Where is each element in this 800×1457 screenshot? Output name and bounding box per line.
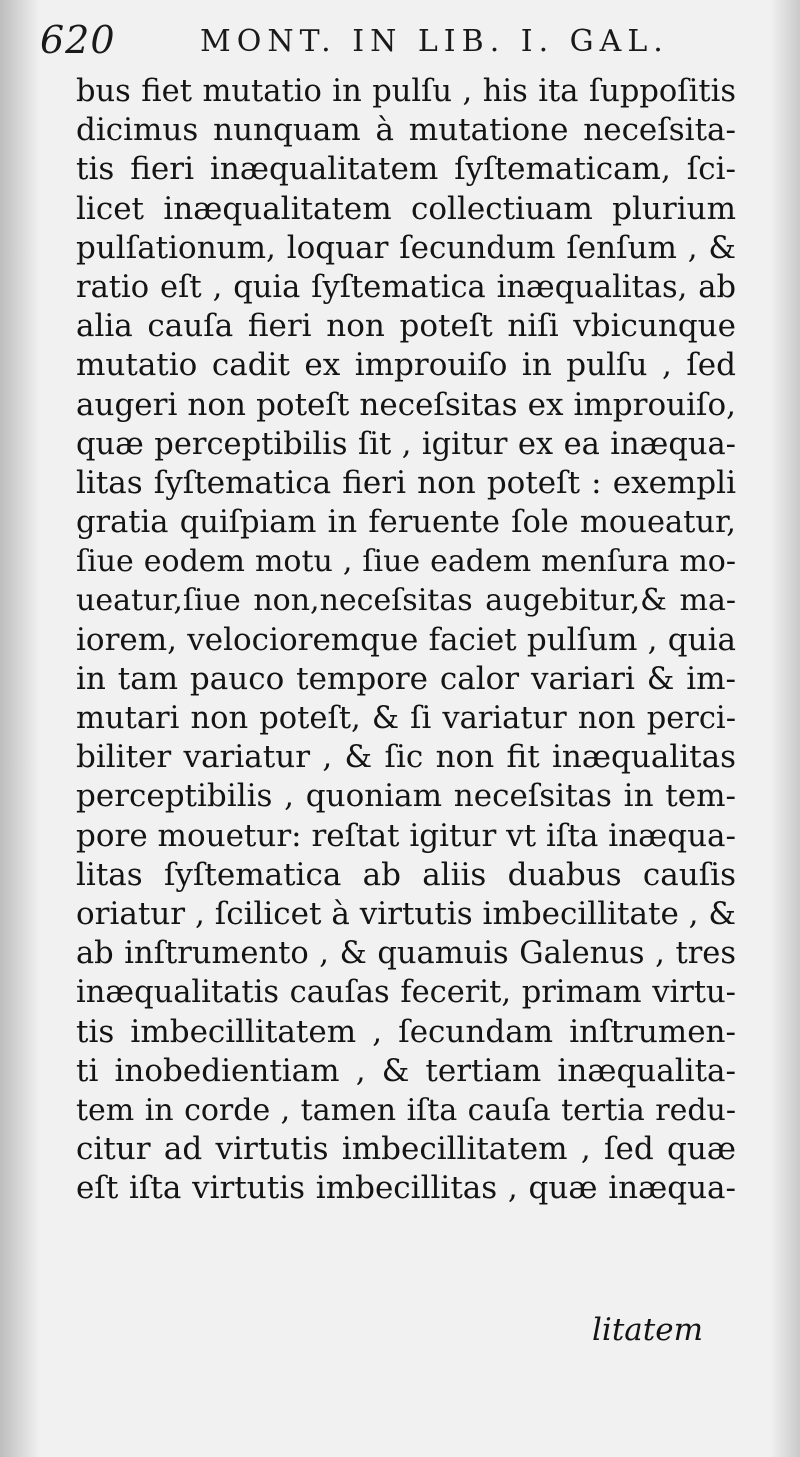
catchword: litatem	[592, 1312, 703, 1348]
text-line: augeri non poteſt neceſsitas ex improuiſo,	[76, 386, 736, 423]
text-line: mutatio cadit ex improuiſo in pulſu , ſed	[76, 347, 736, 384]
text-line: tem in corde , tamen iſta cauſa tertia redu-	[76, 1092, 736, 1128]
text-line: litas ſyſtematica ab aliis duabus cauſis	[76, 856, 736, 893]
text-line: oriatur , ſcilicet à virtutis imbecillitate , &	[76, 895, 736, 932]
text-line: in tam pauco tempore calor variari & im-	[76, 660, 736, 697]
text-line: alia cauſa fieri non poteſt niſi vbicunque	[76, 308, 736, 345]
text-line: ueatur,ſiue non,neceſsitas augebitur,& ma-	[76, 583, 736, 619]
text-line: licet inæqualitatem collectiuam plurium	[76, 190, 736, 227]
text-line: biliter variatur , & ſic non fit inæqualitas	[76, 739, 736, 776]
page-header	[40, 18, 740, 68]
text-line: bus fiet mutatio in pulſu , his ita ſuppoſitis	[76, 74, 736, 109]
text-line: ratio eſt , quia ſyſtematica inæqualitas, ab	[76, 269, 736, 305]
page-number: 620	[40, 18, 116, 62]
text-line: ti inobedientiam , & tertiam inæqualita-	[76, 1052, 736, 1089]
text-line: tis fieri inæqualitatem ſyſtematicam, ſci-	[76, 151, 736, 188]
running-head: MONT. IN LIB. I. GAL.	[200, 24, 669, 59]
text-line: tis imbecillitatem , ſecundam inſtrumen-	[76, 1013, 736, 1050]
text-line: eſt iſta virtutis imbecillitas , quæ inæqua-	[76, 1170, 736, 1207]
text-line: citur ad virtutis imbecillitatem , ſed quæ	[76, 1131, 736, 1168]
text-line: litas ſyſtematica fieri non poteſt : exempli	[76, 464, 736, 501]
text-line: dicimus nunquam à mutatione neceſsita-	[76, 112, 736, 149]
text-line: inæqualitatis cauſas fecerit, primam virtu-	[76, 975, 736, 1011]
text-line: pulſationum, loquar ſecundum ſenſum , &	[76, 229, 736, 266]
text-line: pore mouetur: reſtat igitur vt iſta inæqua-	[76, 817, 736, 854]
text-line: perceptibilis , quoniam neceſsitas in tem-	[76, 778, 736, 815]
text-line: gratia quiſpiam in feruente ſole moueatur,	[76, 505, 736, 541]
text-line: ſiue eodem motu , ſiue eadem menſura mo-	[76, 544, 736, 580]
text-line: iorem, velocioremque faciet pulſum , quia	[76, 621, 736, 658]
text-line: quæ perceptibilis ſit , igitur ex ea inæqua-	[76, 426, 736, 462]
text-line: ab inſtrumento , & quamuis Galenus , tres	[76, 936, 736, 972]
text-line: mutari non poteſt, & ſi variatur non perci-	[76, 701, 736, 736]
body-text	[76, 72, 736, 1208]
